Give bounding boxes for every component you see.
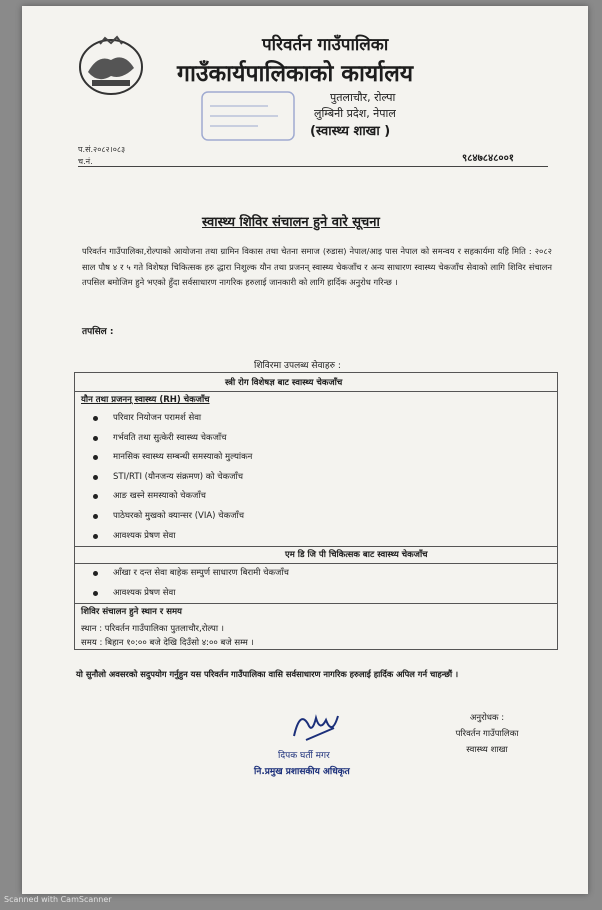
services-available-label: शिविरमा उपलब्ध सेवाहरु :: [254, 361, 341, 371]
requester-label: अनुरोधक :: [469, 713, 505, 723]
closing-appeal: यो सुनौलो अवसरको सदुपयोग गर्नुहुन यस परिवर्तन गाउँपालिका वासि सर्वसाधारण नागरिक हरुलाई हार्दिक अपिल गर्न चाहन्छौं ।: [76, 669, 459, 679]
requester-line-1: परिवर्तन गाउँपालिका: [455, 729, 519, 739]
list-item: गर्भवति तथा सुत्केरी स्वास्थ्य चेकजाँच: [93, 429, 252, 449]
branch-name: (स्वास्थ्य शाखा ): [310, 124, 391, 139]
venue-place: स्थान : परिवर्तन गाउँपालिका पुतलाचौर,रोल्पा ।: [81, 624, 225, 634]
notice-body: परिवर्तन गाउँपालिका,रोल्पाको आयोजना तथा ग्रामिन विकास तथा चेतना समाज (रुडास) नेपाल/आइ पास नेपाल को समन्वय र सहकार्यमा यहि मिति : २०८२ साल पौष ४ र ५ गते विशेषज्ञ चिकित्सक हरु द्धारा निशुल्क यौन तथा प्रजनन् स्वास्थ्य चेकजाँच र अन्य साधारण स्वास्थ्य चेकजाँच सेवाको लागि शिविर संचालन तपसिल बमोजिम हुने भएको हुँदा सर्वसाधारण नागरिक हरुलाई जानकारी को लागि हार्दिक अनुरोध गरिन्छ ।: [82, 246, 552, 287]
list-item: मानसिक स्वास्थ्य सम्बन्धी समस्याको मुल्यांकन: [93, 448, 252, 468]
list-item: आँखा र दन्त सेवा बाहेक सम्पुर्ण साधारण बिरामी चेकजाँच: [93, 564, 289, 584]
signatory-name: दिपक घर्ती मगर: [278, 751, 330, 761]
row-divider: [75, 546, 557, 547]
notice-title: स्वास्थ्य शिविर संचालन हुने वारे सूचना: [202, 215, 380, 230]
document-page: [22, 6, 588, 894]
list-item: STI/RTI (यौनजन्य संक्रमण) को चेकजाँच: [93, 468, 252, 488]
ref-number: प.सं.२०८२।०८३: [78, 145, 126, 154]
list-item: परिवार नियोजन परामर्श सेवा: [93, 409, 252, 429]
address-line-1: पुतलाचौर, रोल्पा: [330, 91, 396, 104]
details-label: तपसिल :: [82, 327, 114, 337]
rh-header: यौन तथा प्रजनन् स्वास्थ्य (RH) चेकजाँच: [81, 395, 210, 405]
scanner-watermark: Scanned with CamScanner: [4, 895, 112, 904]
office-title: गाउँकार्यपालिकाको कार्यालय: [177, 61, 414, 87]
header-divider: [78, 166, 548, 167]
list-item: आवश्यक प्रेषण सेवा: [93, 584, 289, 604]
mdgp-service-list: [93, 564, 289, 603]
dispatch-number: च.नं.: [78, 157, 93, 166]
list-item: पाठेघरको मुखको क्यान्सर (VIA) चेकजाँच: [93, 507, 252, 527]
nepal-emblem-logo: [78, 34, 144, 96]
venue-header: शिविर संचालन हुने स्थान र समय: [81, 607, 182, 617]
rh-service-list: [93, 409, 252, 546]
signatory-title: नि.प्रमुख प्रशासकीय अधिकृत: [254, 767, 350, 777]
office-stamp: [198, 86, 298, 146]
list-item: आङ खस्ने समस्याको चेकजाँच: [93, 487, 252, 507]
municipality-name: परिवर्तन गाउँपालिका: [262, 35, 389, 55]
services-table: [74, 372, 558, 650]
handwritten-signature: [286, 706, 346, 746]
requester-block: [432, 710, 542, 758]
row-divider: [75, 603, 557, 604]
list-item: आवश्यक प्रेषण सेवा: [93, 527, 252, 547]
gyn-header: स्त्री रोग विशेषज्ञ बाट स्वास्थ्य चेकजाँच: [225, 378, 343, 388]
requester-line-2: स्वास्थ्य शाखा: [466, 745, 508, 755]
venue-time: समय : बिहान १०:०० बजे देखि दिउँसो ४:०० बजे सम्म ।: [81, 638, 254, 648]
mdgp-header: एम डि जि पी चिकित्सक बाट स्वास्थ्य चेकजाँच: [285, 550, 428, 560]
row-divider: [75, 391, 557, 392]
reference-numbers: [78, 144, 158, 168]
address-line-2: लुम्बिनी प्रदेश, नेपाल: [314, 107, 396, 120]
phone-number: ९८४७८४८००१: [462, 153, 514, 164]
